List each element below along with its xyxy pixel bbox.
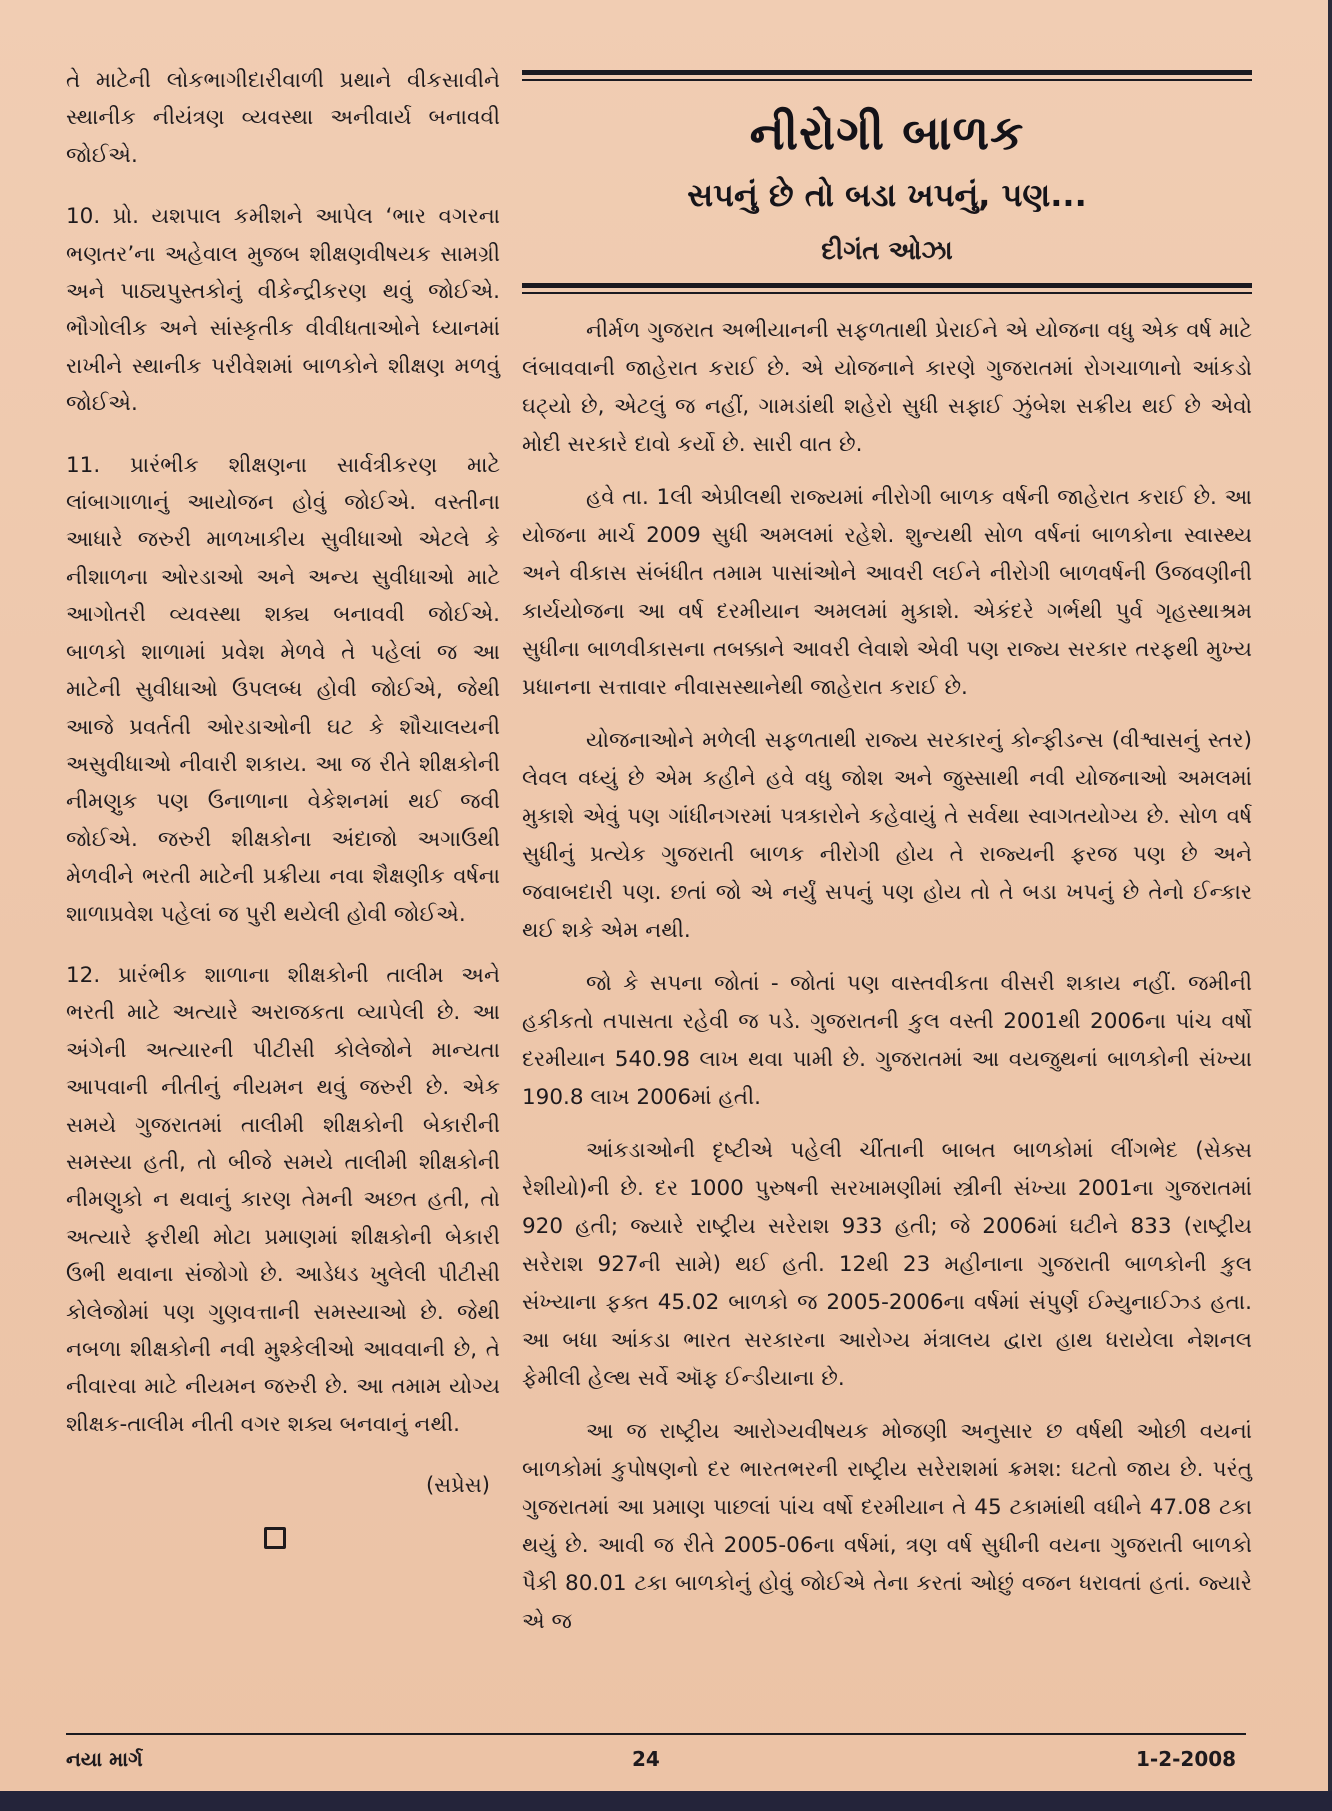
article-paragraph: નીર્મળ ગુજરાત અભીયાનની સફળતાથી પ્રેરાઈને એ યોજના વધુ એક વર્ષ માટે લંબાવવાની જાહેરાત કરાઈ છે. એ યોજનાને કારણે ગુજરાતમાં રોગચાળાનો આંકડો ઘટ્યો છે, એટલું જ નહીં, ગામડાંથી શહેરો સુધી સફાઈ ઝુંબેશ સક્રીય થઈ છે એવો મોદી સરકારે દાવો કર્યો છે. સારી વાત છે.: [522, 318, 1252, 457]
end-mark-icon: [264, 1527, 286, 1549]
footer-rule: [66, 1733, 1246, 1735]
article-paragraph: યોજનાઓને મળેલી સફળતાથી રાજ્ય સરકારનું કોન્ફીડન્સ (વીશ્વાસનું સ્તર) લેવલ વધ્યું છે એમ કહીને હવે વધુ જોશ અને જુસ્સાથી નવી યોજનાઓ અમલમાં મુકાશે એવું પણ ગાંધીનગરમાં પત્રકારોને કહેવાયું તે સર્વથા સ્વાગતયોગ્ય છે. સોળ વર્ષ સુધીનું પ્રત્યેક ગુજરાતી બાળક નીરોગી હોય તે રાજ્યની ફરજ પણ છે અને જવાબદારી પણ. છતાં જો એ નર્યું સપનું પણ હોય તો તે બડા ખપનું છે તેનો ઈન્કાર થઈ શકે એમ નથી.: [522, 728, 1252, 943]
header-rule-top-thin: [522, 79, 1252, 81]
left-paragraph: 12. પ્રારંભીક શાળાના શીક્ષકોની તાલીમ અને ભરતી માટે અત્યારે અરાજકતા વ્યાપેલી છે. આ અંગેની અત્યારની પીટીસી કોલેજોને માન્યતા આપવાની નીતીનું નીયમન થવું જરુરી છે. એક સમયે ગુજરાતમાં તાલીમી શીક્ષકોની બેકારીની સમસ્યા હતી, તો બીજે સમયે તાલીમી શીક્ષકોની નીમણુકો ન થવાનું કારણ તેમની અછત હતી, તો અત્યારે ફરીથી મોટા પ્રમાણમાં શીક્ષકોની બેકારી ઉભી થવાના સંજોગો છે. આડેધડ ખુલેલી પીટીસી કોલેજોમાં પણ ગુણવત્તાની સમસ્યાઓ છે. જેથી નબળા શીક્ષકોની નવી મુશ્કેલીઓ આવવાની છે, તે નીવારવા માટે નીયમન જરુરી છે. આ તમામ યોગ્ય શીક્ષક-તાલીમ નીતી વગર શક્ય બનવાનું નથી.: [66, 962, 500, 1437]
publication-name: નયા માર્ગ: [66, 1747, 143, 1771]
article: [522, 70, 1252, 1656]
article-paragraph: આ જ રાષ્ટ્રીય આરોગ્યવીષયક મોજણી અનુસાર છ વર્ષથી ઓછી વયનાં બાળકોમાં કુપોષણનો દર ભારતભરની રાષ્ટ્રીય સરેરાશમાં ક્રમશ: ઘટતો જાય છે. પરંતુ ગુજરાતમાં આ પ્રમાણ પાછલાં પાંચ વર્ષો દરમીયાન તે 45 ટકામાંથી વધીને 47.08 ટકા થયું છે. આવી જ રીતે 2005-06ના વર્ષમાં, ત્રણ વર્ષ સુધીની વયના ગુજરાતી બાળકો પૈકી 80.01 ટકા બાળકોનું હોવું જોઈએ તેના કરતાં ઓછું વજન ધરાવતાં હતાં. જ્યારે એ જ: [522, 1419, 1252, 1634]
scan-edge-bottom: [0, 1791, 1332, 1811]
issue-date: 1-2-2008: [1136, 1747, 1237, 1771]
left-column: [66, 62, 500, 1549]
article-title: નીરોગી બાળક: [749, 106, 1025, 161]
left-paragraph: તે માટેની લોકભાગીદારીવાળી પ્રથાને વીકસાવીને સ્થાનીક નીયંત્રણ વ્યવસ્થા અનીવાર્ય બનાવવી જોઈએ.: [66, 68, 500, 168]
article-paragraph: જો કે સપના જોતાં - જોતાં પણ વાસ્તવીકતા વીસરી શકાય નહીં. જમીની હકીકતો તપાસતા રહેવી જ પડે. ગુજરાતની કુલ વસ્તી 2001થી 2006ના પાંચ વર્ષો દરમીયાન 540.98 લાખ થવા પામી છે. ગુજરાતમાં આ વયજુથનાં બાળકોની સંખ્યા 190.8 લાખ 2006માં હતી.: [522, 971, 1252, 1110]
left-paragraph: 11. પ્રારંભીક શીક્ષણના સાર્વત્રીકરણ માટે લાંબાગાળાનું આયોજન હોવું જોઈએ. વસ્તીના આધારે જરુરી માળખાકીય સુવીધાઓ એટલે કે નીશાળના ઓરડાઓ અને અન્ય સુવીધાઓ માટે આગોતરી વ્યવસ્થા શક્ય બનાવવી જોઈએ. બાળકો શાળામાં પ્રવેશ મેળવે તે પહેલાં જ આ માટેની સુવીધાઓ ઉપલબ્ધ હોવી જોઈએ, જેથી આજે પ્રવર્તતી ઓરડાઓની ઘટ કે શૌચાલયની અસુવીધાઓ નીવારી શકાય. આ જ રીતે શીક્ષકોની નીમણુક પણ ઉનાળાના વેકેશનમાં થઈ જવી જોઈએ. જરુરી શીક્ષકોના અંદાજો અગાઉથી મેળવીને ભરતી માટેની પ્રક્રીયા નવા શૈક્ષણીક વર્ષના શાળાપ્રવેશ પહેલાં જ પુરી થયેલી હોવી જોઈએ.: [66, 452, 500, 927]
header-rule-bottom-thin: [522, 292, 1252, 294]
source-credit: (સપ્રેસ): [425, 1473, 490, 1498]
article-subtitle: સપનું છે તો બડા ખપનું, પણ...: [687, 176, 1087, 214]
article-body: [522, 312, 1252, 1641]
header-rule-bottom: [522, 283, 1252, 288]
article-paragraph: આંકડાઓની દૃષ્ટીએ પહેલી ચીંતાની બાબત બાળકોમાં લીંગભેદ (સેક્સ રેશીયો)ની છે. દર 1000 પુરુષની સરખામણીમાં સ્ત્રીની સંખ્યા 2001ના ગુજરાતમાં 920 હતી; જ્યારે રાષ્ટ્રીય સરેરાશ 933 હતી; જે 2006માં ઘટીને 833 (રાષ્ટ્રીય સરેરાશ 927ની સામે) થઈ હતી. 12થી 23 મહીનાના ગુજરાતી બાળકોની કુલ સંખ્યાના ફક્ત 45.02 બાળકો જ 2005-2006ના વર્ષમાં સંપુર્ણ ઈમ્યુનાઈઝ્ડ હતા. આ બધા આંકડા ભારત સરકારના આરોગ્ય મંત્રાલય દ્વારા હાથ ધરાયેલા નેશનલ ફેમીલી હેલ્થ સર્વે ઑફ ઈન્ડીયાના છે.: [522, 1138, 1252, 1391]
left-paragraph: 10. પ્રો. યશપાલ કમીશને આપેલ ‘ભાર વગરના ભણતર’ના અહેવાલ મુજબ શીક્ષણવીષયક સામગ્રી અને પાઠ્યપુસ્તકોનું વીકેન્દ્રીકરણ થવું જોઈએ. ભૌગોલીક અને સાંસ્કૃતીક વીવીધતાઓને ધ્યાનમાં રાખીને સ્થાનીક પરીવેશમાં બાળકોને શીક્ષણ મળવું જોઈએ.: [66, 204, 500, 417]
page-number: 24: [632, 1747, 660, 1771]
article-author: દીગંત ઓઝા: [821, 236, 953, 266]
scan-edge-right: [1328, 0, 1332, 1811]
header-rule-top: [522, 70, 1252, 75]
article-paragraph: હવે તા. 1લી એપ્રીલથી રાજ્યમાં નીરોગી બાળક વર્ષની જાહેરાત કરાઈ છે. આ યોજના માર્ચ 2009 સુધી અમલમાં રહેશે. શુન્યથી સોળ વર્ષનાં બાળકોના સ્વાસ્થ્ય અને વીકાસ સંબંધીત તમામ પાસાંઓને આવરી લઈને નીરોગી બાળવર્ષની ઉજવણીની કાર્યયોજના આ વર્ષ દરમીયાન અમલમાં મુકાશે. એકંદરે ગર્ભથી પુર્વ ગૃહસ્થાશ્રમ સુધીના બાળવીકાસના તબક્કાને આવરી લેવાશે એવી પણ રાજ્ય સરકાર તરફથી મુખ્ય પ્રધાનના સત્તાવાર નીવાસસ્થાનેથી જાહેરાત કરાઈ છે.: [522, 485, 1252, 700]
